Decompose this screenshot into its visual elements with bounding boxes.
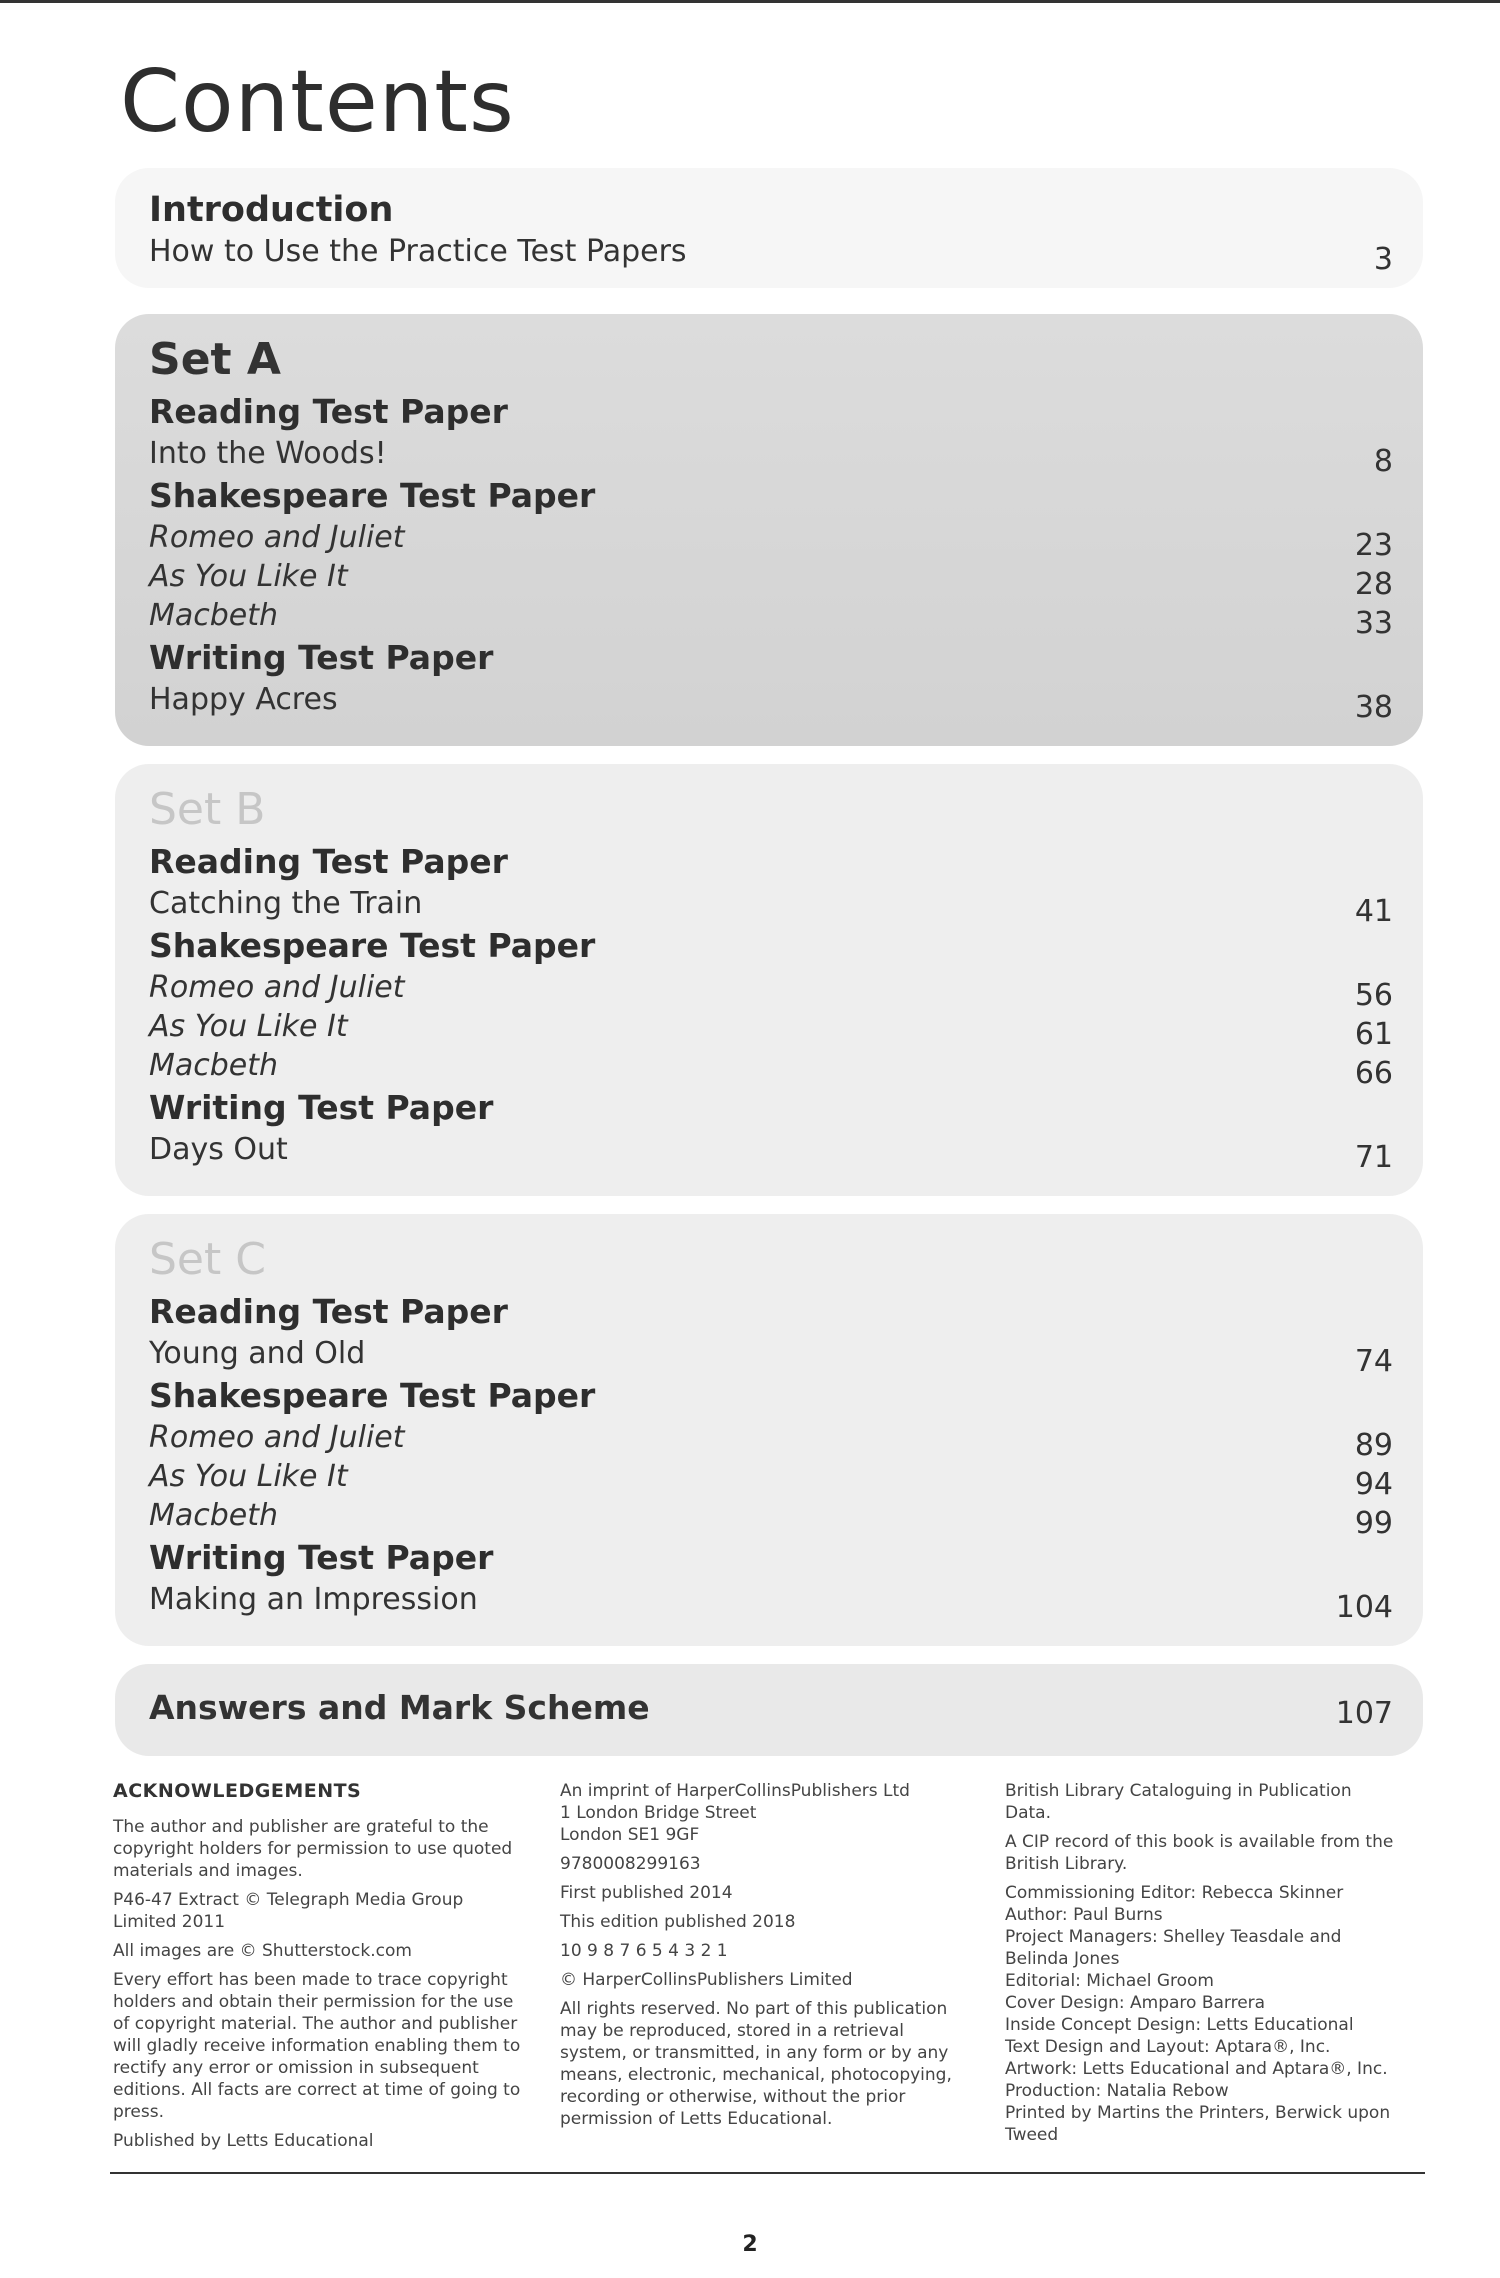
intro-panel: [115, 168, 1423, 288]
entry-label: As You Like It: [149, 559, 348, 594]
toc-entry-set-b-as-you-like-it[interactable]: [149, 1009, 1393, 1052]
entry-label: As You Like It: [149, 1009, 348, 1044]
toc-entry-set-c-writing[interactable]: [149, 1582, 1393, 1625]
toc-entry-set-b-romeo[interactable]: [149, 970, 1393, 1013]
top-rule: [0, 0, 1500, 3]
toc-entry-set-a-macbeth[interactable]: [149, 598, 1393, 641]
set-c-heading: Set C: [149, 1234, 266, 1285]
set-c-reading-title: Reading Test Paper: [149, 1292, 508, 1331]
set-c-writing-title: Writing Test Paper: [149, 1538, 494, 1577]
credit-text: Project Managers: Shelley Teasdale and Belinda Jones: [1005, 1927, 1342, 1969]
entry-label: Catching the Train: [149, 886, 423, 921]
credit-text: Inside Concept Design: Letts Educational: [1005, 2015, 1354, 2035]
entry-label: Romeo and Juliet: [149, 970, 405, 1005]
toc-entry-set-b-macbeth[interactable]: [149, 1048, 1393, 1091]
credit-text: Editorial: Michael Groom: [1005, 1971, 1214, 1991]
entry-page: 38: [1354, 690, 1393, 725]
credit-text: Author: Paul Burns: [1005, 1905, 1163, 1925]
set-a-heading: Set A: [149, 334, 281, 385]
ack-text: P46-47 Extract © Telegraph Media Group Limited 2011: [113, 1890, 464, 1932]
entry-page: 61: [1354, 1017, 1393, 1052]
entry-label: How to Use the Practice Test Papers: [149, 234, 687, 269]
entry-label: Making an Impression: [149, 1582, 478, 1617]
publisher-street: 1 London Bridge Street: [560, 1803, 757, 1823]
publisher-imprint: An imprint of HarperCollinsPublishers Ltd: [560, 1781, 910, 1801]
entry-label: Macbeth: [149, 598, 279, 633]
entry-page: 74: [1354, 1344, 1393, 1379]
toc-entry-set-a-reading[interactable]: [149, 436, 1393, 479]
entry-label: Young and Old: [149, 1336, 366, 1371]
intro-heading: Introduction: [149, 190, 394, 230]
set-b-writing-title: Writing Test Paper: [149, 1088, 494, 1127]
entry-page: 8: [1373, 444, 1393, 479]
toc-entry-set-b-writing[interactable]: [149, 1132, 1393, 1175]
entry-page: 33: [1354, 606, 1393, 641]
publisher-text: All rights reserved. No part of this publication may be reproduced, stored in a retrieval system, or transmitted, in any form or by any means, electronic, mechanical, photocopying, recording or otherwise, without the prior permission of Letts Educational.: [560, 1999, 952, 2129]
set-a-writing-title: Writing Test Paper: [149, 638, 494, 677]
entry-label: Macbeth: [149, 1048, 279, 1083]
entry-label: As You Like It: [149, 1459, 348, 1494]
entry-page: 71: [1354, 1140, 1393, 1175]
entry-page: 41: [1354, 894, 1393, 929]
set-a-panel: [115, 314, 1423, 746]
toc-entry-set-a-writing[interactable]: [149, 682, 1393, 725]
acknowledgements-heading: ACKNOWLEDGEMENTS: [113, 1780, 362, 1802]
toc-entry-set-c-reading[interactable]: [149, 1336, 1393, 1379]
ack-text: All images are © Shutterstock.com: [113, 1941, 412, 1961]
ack-text: Published by Letts Educational: [113, 2131, 374, 2151]
publisher-text: 10 9 8 7 6 5 4 3 2 1: [560, 1941, 728, 1961]
toc-entry-set-c-romeo[interactable]: [149, 1420, 1393, 1463]
entry-label: Happy Acres: [149, 682, 338, 717]
entry-page: 94: [1354, 1467, 1393, 1502]
acknowledgements-column: [113, 1780, 523, 2159]
publisher-text: This edition published 2018: [560, 1912, 796, 1932]
set-c-panel: [115, 1214, 1423, 1646]
toc-entry-set-a-romeo[interactable]: [149, 520, 1393, 563]
entry-page: 28: [1354, 567, 1393, 602]
credit-text: Artwork: Letts Educational and Aptara®, Inc.: [1005, 2059, 1388, 2079]
toc-entry-set-b-reading[interactable]: [149, 886, 1393, 929]
credit-text: Text Design and Layout: Aptara®, Inc.: [1005, 2037, 1331, 2057]
catalogue-text: A CIP record of this book is available from the British Library.: [1005, 1832, 1394, 1874]
page-number: 2: [742, 2232, 758, 2257]
entry-page: 23: [1354, 528, 1393, 563]
credit-text: Printed by Martins the Printers, Berwick upon Tweed: [1005, 2103, 1391, 2145]
publisher-column: [560, 1780, 970, 2137]
entry-page: 104: [1335, 1590, 1393, 1625]
entry-label: Romeo and Juliet: [149, 1420, 405, 1455]
ack-text: The author and publisher are grateful to the copyright holders for permission to use quoted materials and images.: [113, 1817, 513, 1881]
catalogue-column: [1005, 1780, 1400, 2146]
credit-text: Cover Design: Amparo Barrera: [1005, 1993, 1266, 2013]
set-c-shakespeare-title: Shakespeare Test Paper: [149, 1376, 596, 1415]
entry-page: 107: [1335, 1696, 1393, 1731]
entry-label: Macbeth: [149, 1498, 279, 1533]
credit-text: Production: Natalia Rebow: [1005, 2081, 1229, 2101]
entry-page: 56: [1354, 978, 1393, 1013]
publisher-text: © HarperCollinsPublishers Limited: [560, 1970, 853, 1990]
ack-text: Every effort has been made to trace copyright holders and obtain their permission for the use of copyright material. The author and publisher will gladly receive information enabling them to rectify any error or omission in subsequent editions. All facts are correct at time of going to press.: [113, 1970, 521, 2122]
set-b-panel: [115, 764, 1423, 1196]
credit-text: Commissioning Editor: Rebecca Skinner: [1005, 1883, 1344, 1903]
set-b-reading-title: Reading Test Paper: [149, 842, 508, 881]
toc-entry-set-c-macbeth[interactable]: [149, 1498, 1393, 1541]
answers-panel: [115, 1664, 1423, 1756]
set-a-reading-title: Reading Test Paper: [149, 392, 508, 431]
entry-page: 66: [1354, 1056, 1393, 1091]
set-b-heading: Set B: [149, 784, 266, 835]
catalogue-text: British Library Cataloguing in Publication Data.: [1005, 1781, 1352, 1823]
set-b-shakespeare-title: Shakespeare Test Paper: [149, 926, 596, 965]
publisher-text: First published 2014: [560, 1883, 733, 1903]
entry-label: Into the Woods!: [149, 436, 387, 471]
answers-heading: Answers and Mark Scheme: [149, 1688, 650, 1727]
set-a-shakespeare-title: Shakespeare Test Paper: [149, 476, 596, 515]
publisher-text: 9780008299163: [560, 1854, 701, 1874]
entry-page: 89: [1354, 1428, 1393, 1463]
publisher-text: [560, 1780, 970, 1802]
entry-label: Romeo and Juliet: [149, 520, 405, 555]
toc-entry-how-to-use[interactable]: [149, 234, 1393, 277]
publisher-text: [560, 1824, 970, 1846]
publisher-city: London SE1 9GF: [560, 1825, 700, 1845]
page-title: Contents: [120, 52, 515, 152]
toc-entry-answers[interactable]: [149, 1688, 1393, 1731]
publisher-text: [560, 1802, 970, 1824]
entry-page: 3: [1373, 242, 1393, 277]
toc-entry-set-c-as-you-like-it[interactable]: [149, 1459, 1393, 1502]
toc-entry-set-a-as-you-like-it[interactable]: [149, 559, 1393, 602]
bottom-rule: [110, 2172, 1425, 2174]
entry-label: Days Out: [149, 1132, 288, 1167]
entry-page: 99: [1354, 1506, 1393, 1541]
